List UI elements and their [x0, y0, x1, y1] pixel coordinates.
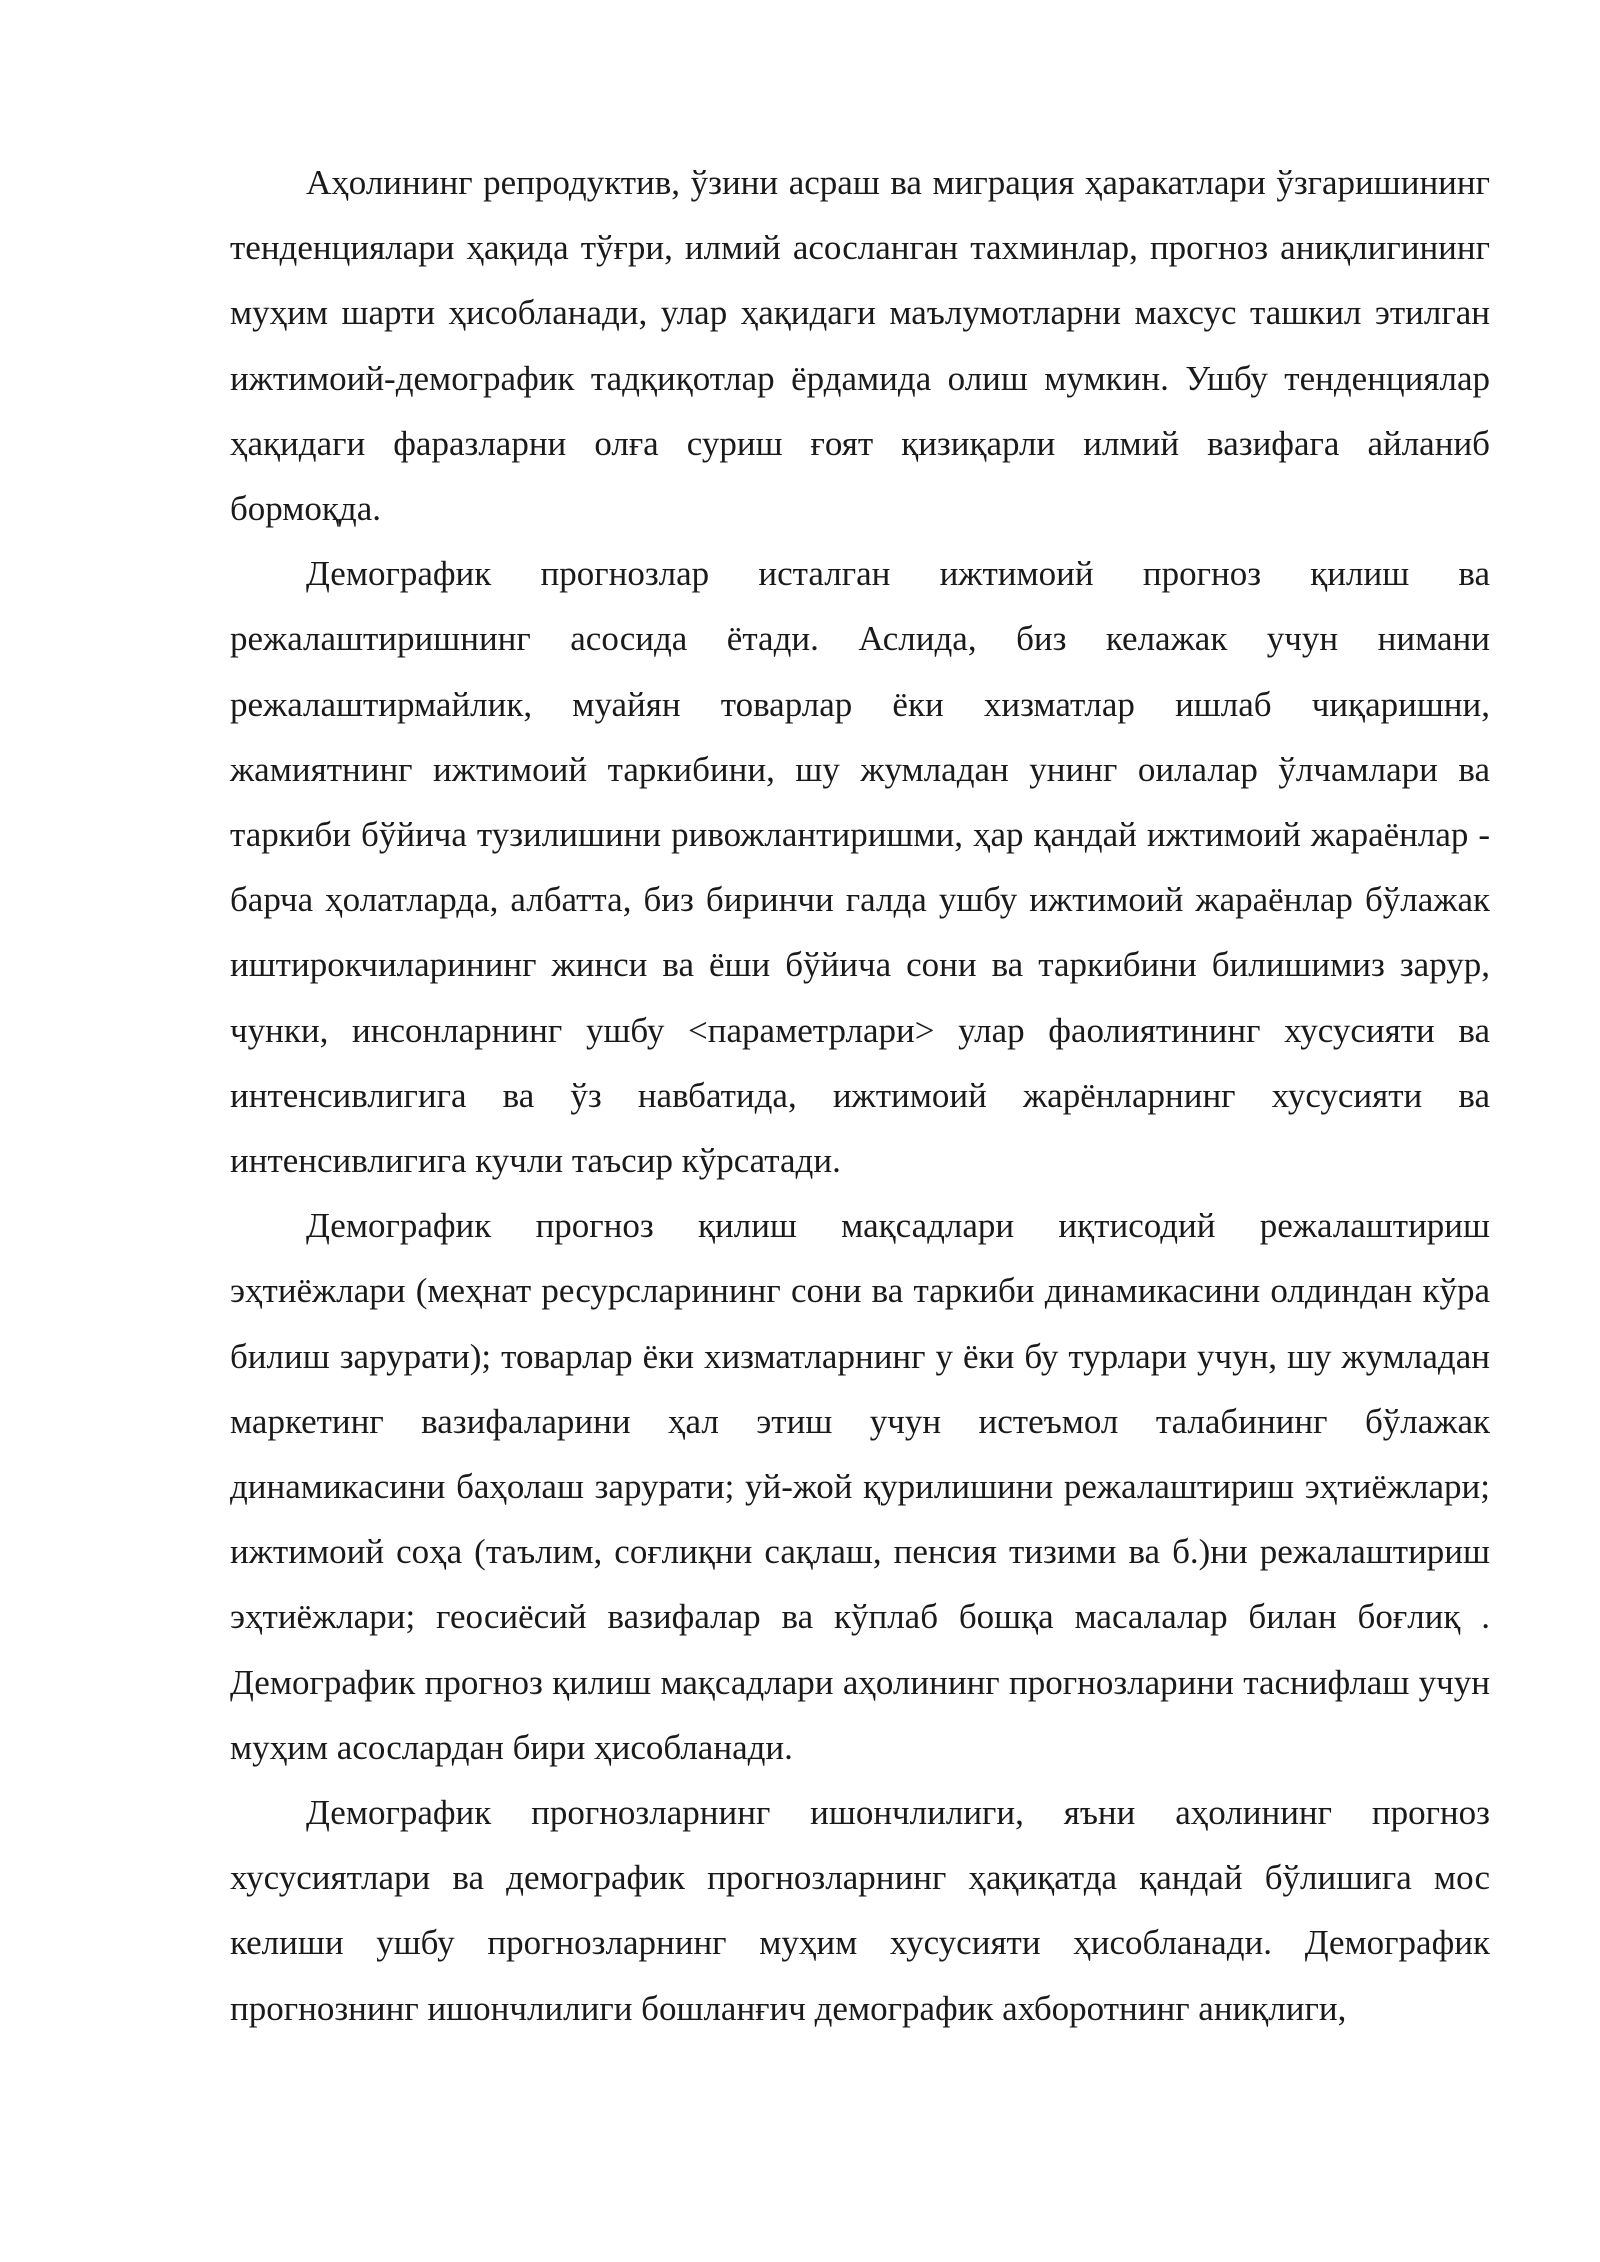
paragraph: Аҳолининг репродуктив, ўзини асраш ва миграция ҳаракатлари ўзгаришининг тенденциялари ҳақида тўғри, илмий асосланган тахминлар, прогноз аниқлигининг муҳим шарти ҳисобланади, улар ҳақидаги маълумотларни махсус ташкил этилган ижтимоий-демографик тадқиқотлар ёрдамида олиш мумкин. Ушбу тенденциялар ҳақидаги фаразларни олға суриш ғоят қизиқарли илмий вазифага айланиб бормоқда. — [230, 163, 1490, 529]
paragraph: Демографик прогноз қилиш мақсадлари иқтисодий режалаштириш эҳтиёжлари (меҳнат ресурсларининг сони ва таркиби динамикасини олдиндан кўра билиш зарурати); товарлар ёки хизматларнинг у ёки бу турлари учун, шу жумладан маркетинг вазифаларини ҳал этиш учун истеъмол талабининг бўлажак динамикасини баҳолаш зарурати; уй-жой қурилишини режалаштириш эҳтиёжлари; ижтимоий соҳа (таълим, соғлиқни сақлаш, пенсия тизими ва б.)ни режалаштириш эҳтиёжлари; геосиёсий вазифалар ва кўплаб бошқа масалалар билан боғлиқ . Демографик прогноз қилиш мақсадлари аҳолининг прогнозларини таснифлаш учун муҳим асослардан бири ҳисобланади. — [230, 1206, 1490, 1767]
paragraph: Демографик прогнозлар исталган ижтимоий прогноз қилиш ва режалаштиришнинг асосида ётади. Аслида, биз келажак учун нимани режалаштирмайлик, муайян товарлар ёки хизматлар ишлаб чиқаришни, жамиятнинг ижтимоий таркибини, шу жумладан унинг оилалар ўлчамлари ва таркиби бўйича тузилишини ривожлантиришми, ҳар қандай ижтимоий жараёнлар - барча ҳолатларда, албатта, биз биринчи галда ушбу ижтимоий жараёнлар бўлажак иштирокчиларининг жинси ва ёши бўйича сони ва таркибини билишимиз зарур, чунки, инсонларнинг ушбу <параметрлари> улар фаолиятининг хусусияти ва интенсивлигига ва ўз навбатида, ижтимоий жарёнларнинг хусусияти ва интенсивлигига кучли таъсир кўрсатади. — [230, 554, 1490, 1181]
paragraph: Демографик прогнозларнинг ишончлилиги, яъни аҳолининг прогноз хусусиятлари ва демографик прогнозларнинг ҳақиқатда қандай бўлишига мос келиши ушбу прогнозларнинг муҳим хусусияти ҳисобланади. Демографик прогнознинг ишончлилиги бошланғич демографик ахборотнинг аниқлиги, — [230, 1793, 1490, 2028]
document-page — [230, 150, 1490, 2041]
